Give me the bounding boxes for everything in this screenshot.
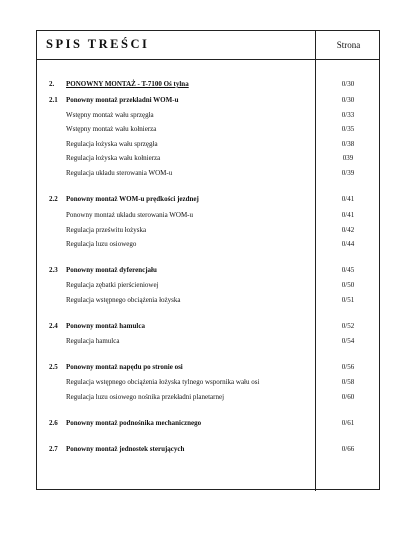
toc-entry-number: 2.3 — [49, 266, 58, 274]
toc-row — [37, 322, 381, 334]
toc-entry-page: 0/45 — [341, 266, 355, 274]
toc-entry-page: 0/61 — [341, 419, 355, 427]
toc-header — [37, 31, 379, 60]
toc-entry-label: Regulacja wstępnego obciążenia łożyska — [66, 296, 181, 304]
toc-entry-label: Regulacja hamulca — [66, 337, 120, 345]
toc-entry-label: Ponowny montaż podnośnika mechanicznego — [66, 419, 202, 427]
toc-entry-label: Wstępny montaż wału sprzęgła — [66, 111, 154, 119]
toc-entry-page: 0/33 — [341, 111, 355, 119]
toc-row — [37, 393, 381, 405]
toc-entry-page: 0/51 — [341, 296, 355, 304]
toc-entry-page: 0/30 — [341, 96, 355, 104]
toc-entry-number: 2.2 — [49, 195, 58, 203]
toc-entry-label: Wstępny montaż wału kołnierza — [66, 125, 157, 133]
toc-row — [37, 111, 381, 123]
toc-row — [37, 96, 381, 108]
toc-entry-label: PONOWNY MONTAŻ - T-7100 Oś tylna — [66, 80, 189, 88]
toc-entry-label: Regulacja prześwitu łożyska — [66, 226, 147, 234]
toc-row — [37, 154, 381, 166]
toc-entry-page: 039 — [342, 154, 354, 162]
toc-entry-label: Ponowny montaż hamulca — [66, 322, 145, 330]
toc-entry-page: 0/52 — [341, 322, 355, 330]
toc-entry-label: Regulacja wstępnego obciążenia łożyska tylnego wspornika wału osi — [66, 378, 260, 386]
toc-entry-number: 2.5 — [49, 363, 58, 371]
toc-entry-label: Regulacja luzu osiowego — [66, 240, 137, 248]
toc-entry-label: Ponowny montaż WOM-u prędkości jezdnej — [66, 195, 199, 203]
toc-title: SPIS TREŚCI — [46, 37, 150, 51]
toc-entry-page: 0/60 — [341, 393, 355, 401]
toc-row — [37, 195, 381, 207]
toc-frame — [36, 30, 380, 490]
toc-entry-number: 2.7 — [49, 445, 58, 453]
toc-entry-page: 0/35 — [341, 125, 355, 133]
toc-row — [37, 266, 381, 278]
toc-entry-number: 2.1 — [49, 96, 58, 104]
toc-row — [37, 363, 381, 375]
toc-row — [37, 125, 381, 137]
toc-entry-number: 2.6 — [49, 419, 58, 427]
toc-row — [37, 240, 381, 252]
toc-entry-label: Ponowny montaż układu sterowania WOM-u — [66, 211, 194, 219]
toc-row — [37, 296, 381, 308]
toc-entry-page: 0/41 — [341, 211, 355, 219]
toc-entry-page: 0/58 — [341, 378, 355, 386]
toc-entry-label: Ponowny montaż napędu po stronie osi — [66, 363, 183, 371]
toc-row — [37, 378, 381, 390]
toc-entry-page: 0/54 — [341, 337, 355, 345]
toc-entry-number: 2.4 — [49, 322, 58, 330]
toc-row — [37, 337, 381, 349]
toc-entry-page: 0/50 — [341, 281, 355, 289]
toc-entry-page: 0/44 — [341, 240, 355, 248]
toc-entry-label: Ponowny montaż dyferencjału — [66, 266, 157, 274]
toc-entry-label: Regulacja łożyska wału sprzęgła — [66, 140, 158, 148]
toc-row — [37, 281, 381, 293]
toc-entry-page: 0/39 — [341, 169, 355, 177]
toc-entry-label: Ponowny montaż przekładni WOM-u — [66, 96, 179, 104]
toc-row — [37, 419, 381, 431]
toc-entry-number: 2. — [49, 80, 55, 88]
toc-entry-page: 0/42 — [341, 226, 355, 234]
toc-row — [37, 445, 381, 457]
toc-entry-page: 0/66 — [341, 445, 355, 453]
toc-entry-page: 0/38 — [341, 140, 355, 148]
page-column-header: Strona — [315, 31, 381, 59]
toc-entry-page: 0/41 — [341, 195, 355, 203]
toc-entry-label: Regulacja łożyska wału kołnierza — [66, 154, 161, 162]
toc-row — [37, 80, 381, 92]
toc-entry-label: Regulacja układu sterowania WOM-u — [66, 169, 173, 177]
toc-row — [37, 226, 381, 238]
toc-entry-label: Regulacja zębatki pierścieniowej — [66, 281, 159, 289]
toc-entry-page: 0/30 — [341, 80, 355, 88]
toc-row — [37, 140, 381, 152]
toc-entry-label: Regulacja luzu osiowego nośnika przekładni planetarnej — [66, 393, 225, 401]
toc-entry-page: 0/56 — [341, 363, 355, 371]
toc-row — [37, 211, 381, 223]
toc-row — [37, 169, 381, 181]
toc-entry-label: Ponowny montaż jednostek sterujących — [66, 445, 185, 453]
